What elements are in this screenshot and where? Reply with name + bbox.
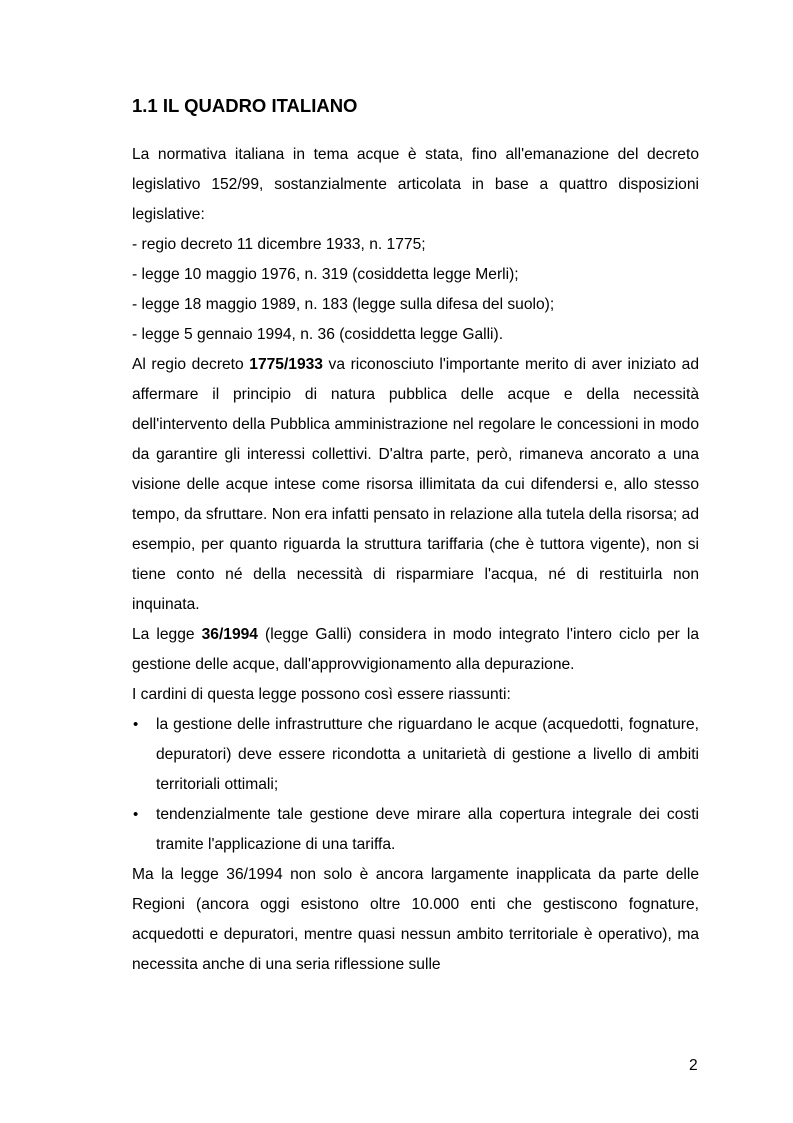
- bullet-list: [132, 710, 699, 860]
- bold-law-number: 1775/1933: [249, 356, 323, 373]
- closing-paragraph: Ma la legge 36/1994 non solo è ancora largamente inapplicata da parte delle Regioni (ancora oggi esistono oltre 10.000 enti che gestiscono fognature, acquedotti e depuratori, mentre quasi nessun ambito territoriale è operativo), ma necessita anche di una seria riflessione sulle: [132, 866, 699, 973]
- law-item: - legge 18 maggio 1989, n. 183 (legge sulla difesa del suolo);: [132, 296, 555, 313]
- paragraph-text: La legge: [132, 626, 202, 643]
- regio-decreto-paragraph: [132, 350, 699, 620]
- bullet-text: la gestione delle infrastrutture che riguardano le acque (acquedotti, fognature, depuratori) deve essere ricondotta a unitarietà di gestione a livello di ambiti territoriali ottimali;: [156, 716, 699, 793]
- bullet-item: [132, 710, 699, 800]
- law-item: - regio decreto 11 dicembre 1933, n. 1775;: [132, 236, 426, 253]
- law-item: - legge 5 gennaio 1994, n. 36 (cosiddetta legge Galli).: [132, 326, 504, 343]
- paragraph-text: va riconosciuto l'importante merito di aver iniziato ad affermare il principio di natura pubblica delle acque e della necessità dell'intervento della Pubblica amministrazione nel regolare le concessioni in modo da garantire gli interessi collettivi. D'altra parte, però, rimaneva ancorato a una visione delle acque intese come risorsa illimitata da cui difendersi e, allo stesso tempo, da sfruttare. Non era infatti pensato in relazione alla tutela della risorsa; ad esempio, per quanto riguarda la struttura tariffaria (che è tuttora vigente), non si tiene conto né della necessità di risparmiare l'acqua, né di restituirla non inquinata.: [132, 356, 699, 613]
- paragraph-text: (legge Galli) considera in modo integrato l'intero ciclo per la gestione delle acque, dall'approvvigionamento alla depurazione.: [132, 626, 699, 673]
- page-number: 2: [689, 1057, 698, 1074]
- section-heading: 1.1 IL QUADRO ITALIANO: [132, 95, 358, 116]
- cardini-intro: I cardini di questa legge possono così essere riassunti:: [132, 686, 511, 703]
- bullet-text: tendenzialmente tale gestione deve mirare alla copertura integrale dei costi tramite l'applicazione di una tariffa.: [156, 806, 699, 853]
- intro-paragraph: La normativa italiana in tema acque è stata, fino all'emanazione del decreto legislativo 152/99, sostanzialmente articolata in base a quattro disposizioni legislative:: [132, 146, 699, 223]
- bullet-icon: •: [133, 716, 139, 733]
- bullet-icon: •: [133, 806, 139, 823]
- legge-galli-paragraph: [132, 620, 699, 680]
- bold-law-number: 36/1994: [201, 626, 258, 643]
- body-text: [132, 140, 699, 980]
- law-item: - legge 10 maggio 1976, n. 319 (cosiddetta legge Merli);: [132, 266, 519, 283]
- paragraph-text: Al regio decreto: [132, 356, 250, 373]
- bullet-item: [132, 800, 699, 860]
